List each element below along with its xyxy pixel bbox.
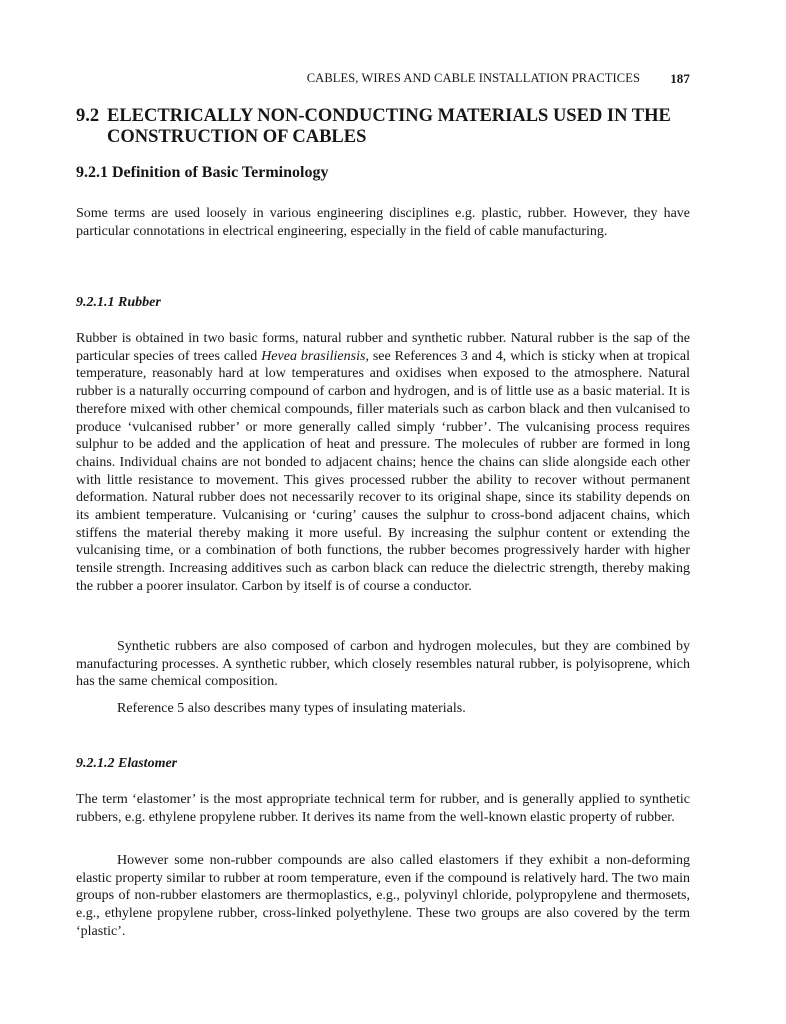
rubber-paragraph-1 xyxy=(76,330,690,596)
rubber-p1-text-a: Rubber is obtained in two basic forms, natural rubber and synthetic rubber. Natural rubber is the sap of the particular species of trees called xyxy=(76,331,690,364)
species-name: Hevea brasiliensis xyxy=(261,348,366,364)
running-title: CABLES, WIRES AND CABLE INSTALLATION PRACTICES xyxy=(306,71,640,85)
rubber-paragraph-2: Synthetic rubbers are also composed of carbon and hydrogen molecules, but they are combined by manufacturing processes. A synthetic rubber, which closely resembles natural rubber, is polyisoprene, which has the same chemical composition. xyxy=(76,639,690,690)
rubber-p1-text-b: , see References 3 and 4, which is sticky when at tropical temperature, reasonably hard at low temperatures and oxidises when exposed to the atmosphere. Natural rubber is a naturally occurring compound of carbon and hydrogen, and is of little use as a basic material. It is therefore mixed with other chemical compounds, filler materials such as carbon black and then vulcanised to produce ‘vulcanised rubber’ or more generally called simply ‘rubber’. The vulcanising process requires sulphur to be added and the application of heat and pressure. The molecules of rubber are formed in long chains. Individual chains are not bonded to adjacent chains; hence the chains can slide alongside each other with little resistance to movement. This gives processed rubber the ability to recover without permanent deformation. Natural rubber does not necessarily recover to its original shape, since its stability depends on its ambient temperature. Vulcanising or ‘curing’ causes the sulphur to cross-bond adjacent chains, which stiffens the material thereby making it more useful. By increasing the sulphur content or extending the vulcanising time, or a combination of both functions, the rubber becomes progressively harder with higher tensile strength. Increasing additives such as carbon black can reduce the dielectric strength, thereby making the rubber a poorer insulator. Carbon by itself is of course a conductor. xyxy=(76,348,691,594)
rubber-heading: 9.2.1.1 Rubber xyxy=(76,295,161,310)
rubber-paragraph-3: Reference 5 also describes many types of insulating materials. xyxy=(117,701,466,716)
intro-paragraph: Some terms are used loosely in various engineering disciplines e.g. plastic, rubber. However, they have particular connotations in electrical engineering, especially in the field of cable manufacturing. xyxy=(76,206,690,239)
elastomer-heading: 9.2.1.2 Elastomer xyxy=(76,756,178,771)
elastomer-paragraph-1: The term ‘elastomer’ is the most appropriate technical term for rubber, and is generally applied to synthetic rubbers, e.g. ethylene propylene rubber. It derives its name from the well-known elastic property of rubber. xyxy=(76,792,690,825)
page-number: 187 xyxy=(670,71,690,86)
elastomer-paragraph-2: However some non-rubber compounds are also called elastomers if they exhibit a non-deforming elastic property similar to rubber at room temperature, even if the compound is relatively hard. The two main groups of non-rubber elastomers are thermoplastics, e.g., polyvinyl chloride, polypropylene and thermosets, e.g., ethylene propylene rubber, cross-linked polyethylene. These two groups are also covered by the term ‘plastic’. xyxy=(76,853,690,939)
section-title: ELECTRICALLY NON-CONDUCTING MATERIALS USED IN THE CONSTRUCTION OF CABLES xyxy=(107,106,671,147)
subsection-heading: 9.2.1 Definition of Basic Terminology xyxy=(76,164,329,181)
section-number: 9.2 xyxy=(76,106,100,126)
running-head xyxy=(76,71,690,89)
